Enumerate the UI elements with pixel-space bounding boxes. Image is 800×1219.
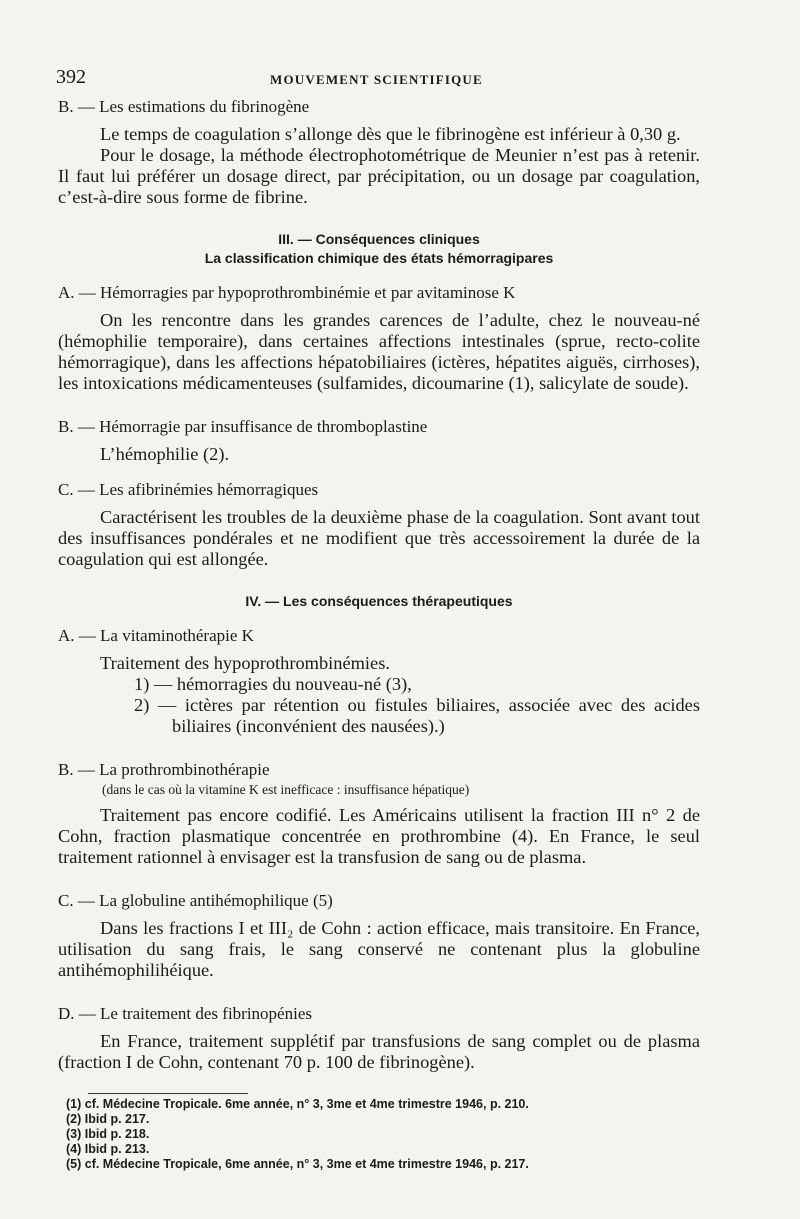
part-subtitle: La classification chimique des états hémorragipares — [204, 250, 554, 266]
section-heading: B. — La prothrombinothérapie — [58, 760, 270, 779]
list-item: 2) — ictères par rétention ou fistules biliaires, associée avec des acides biliaires (inconvénient des nausées).) — [134, 695, 700, 736]
page-number: 392 — [56, 66, 86, 88]
section-heading: C. — Les afibrinémies hémorragiques — [58, 480, 319, 499]
paragraph: En France, traitement supplétif par transfusions de sang complet ou de plasma (fraction I de Cohn, contenant 70 p. 100 de fibrinogène). — [58, 1031, 700, 1072]
footnotes — [66, 1097, 666, 1172]
footnote: (1) cf. Médecine Tropicale. 6me année, n° 3, 3me et 4me trimestre 1946, p. 210. — [66, 1097, 529, 1111]
footnote: (2) Ibid p. 217. — [66, 1112, 150, 1126]
paragraph: Traitement des hypoprothrombinémies. — [100, 653, 390, 673]
footnote: (5) cf. Médecine Tropicale, 6me année, n° 3, 3me et 4me trimestre 1946, p. 217. — [66, 1157, 529, 1171]
paragraph: Dans les fractions I et III₂ de Cohn : action efficace, mais transitoire. En France, utilisation du sang frais, le sang conservé ne contenant plus la globuline antihémophilihéique. — [58, 918, 700, 980]
page-body — [58, 66, 700, 1073]
list-item: 1) — hémorragies du nouveau-né (3), — [134, 674, 412, 694]
section-heading: B. — Les estimations du fibrinogène — [58, 97, 310, 116]
paragraph: On les rencontre dans les grandes carences de l’adulte, chez le nouveau-né (hémophilie temporaire), dans certaines affections intestinales (sprue, recto-colite hémorragique), dans les affections hépatobiliaires (ictères, hépatites aiguës, cirrhoses), les intoxications médicamenteuses (sulfamides, dicoumarine (1), salicylate de soude). — [58, 310, 700, 393]
footnote-divider — [88, 1093, 248, 1094]
paragraph: Le temps de coagulation s’allonge dès que le fibrinogène est inférieur à 0,30 g. — [100, 124, 681, 144]
section-heading: B. — Hémorragie par insuffisance de thromboplastine — [58, 417, 428, 436]
section-heading: D. — Le traitement des fibrinopénies — [58, 1004, 312, 1023]
paragraph: Pour le dosage, la méthode électrophotométrique de Meunier n’est pas à retenir. Il faut lui préférer un dosage direct, par précipitation, ou un dosage par coagulation, c’est-à-dire sous forme de fibrine. — [58, 145, 700, 207]
part-title: IV. — Les conséquences thérapeutiques — [245, 593, 513, 609]
footnote: (3) Ibid p. 218. — [66, 1127, 150, 1141]
section-heading: C. — La globuline antihémophilique (5) — [58, 891, 333, 910]
footnote: (4) Ibid p. 213. — [66, 1142, 150, 1156]
paragraph: Traitement pas encore codifié. Les Américains utilisent la fraction III n° 2 de Cohn, fraction plasmatique concentrée en prothrombine (4). En France, le seul traitement rationnel à envisager est la transfusion de sang ou de plasma. — [58, 805, 700, 867]
page-header — [58, 66, 700, 90]
part-title: III. — Conséquences cliniques — [278, 231, 480, 247]
section-heading: A. — La vitaminothérapie K — [58, 626, 254, 645]
running-title: MOUVEMENT SCIENTIFIQUE — [270, 72, 483, 87]
paragraph: Caractérisent les troubles de la deuxième phase de la coagulation. Sont avant tout des insuffisances pondérales et ne modifient que très accessoirement la durée de la coagulation qui est allongée. — [58, 507, 700, 569]
paragraph: L’hémophilie (2). — [100, 444, 230, 464]
section-note: (dans le cas où la vitamine K est inefficace : insuffisance hépatique) — [102, 782, 470, 797]
section-heading: A. — Hémorragies par hypoprothrombinémie et par avitaminose K — [58, 283, 516, 302]
